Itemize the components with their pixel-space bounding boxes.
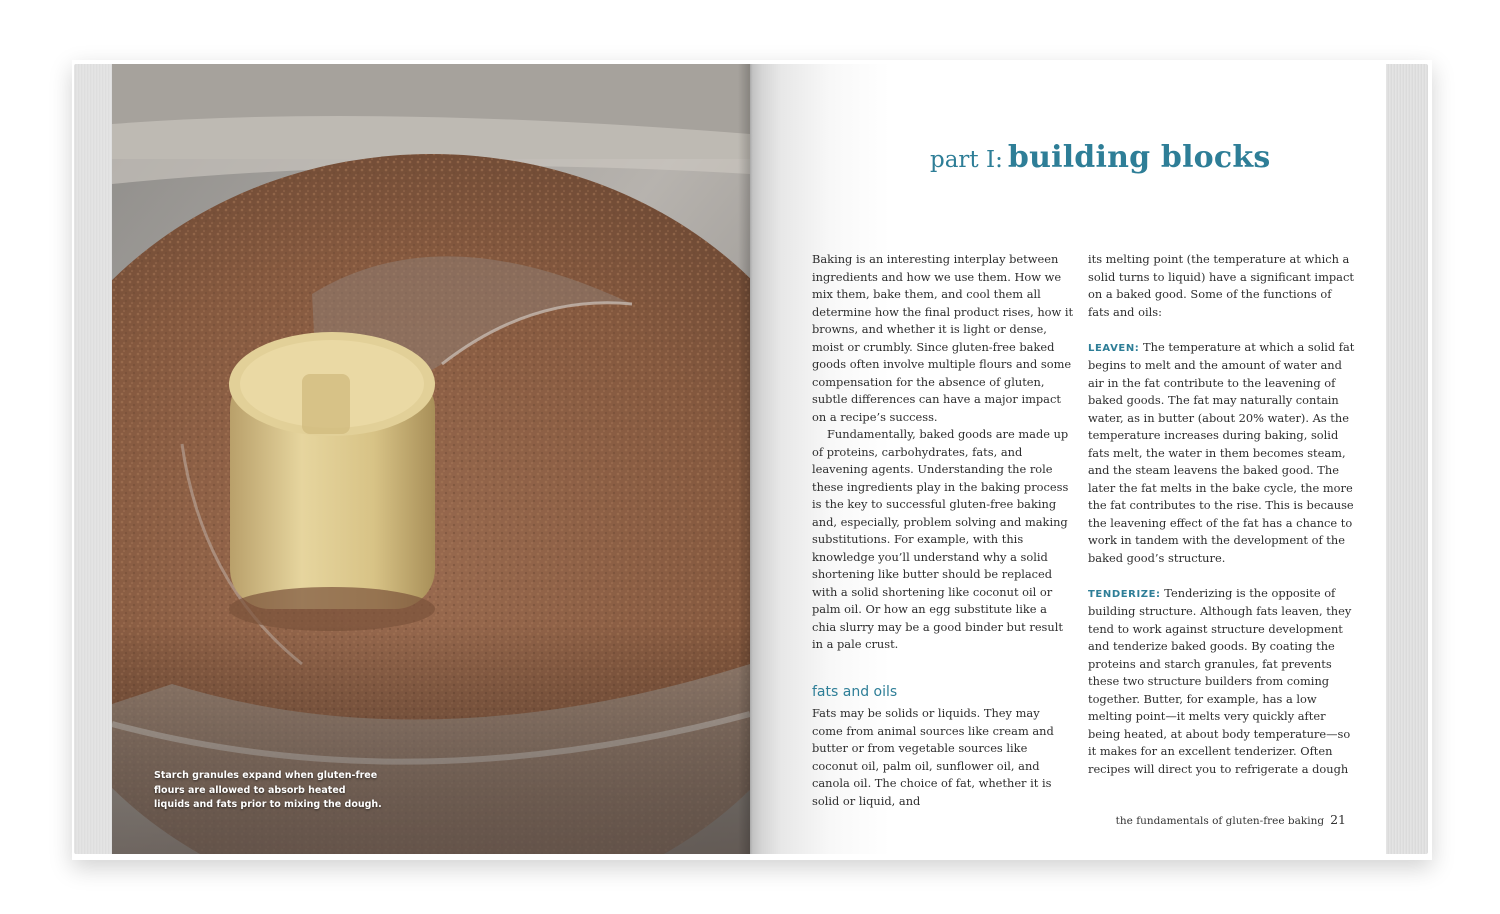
- tenderize-text: Tenderizing is the opposite of building structure. Although fats leaven, they tend to work against structure development and tenderize baked goods. By coating the proteins and starch granules, fat prevents these two structure builders from coming together. Butter, for example, has a low melting point—it melts very quickly after being heated, at about body temperature—so it makes for an excellent tenderizer. Often recipes will direct you to refrigerate a dough: [1088, 585, 1352, 776]
- photo-caption: Starch granules expand when gluten-free flours are allowed to absorb heated liquids and fats prior to mixing the dough.: [154, 770, 382, 810]
- page-number: 21: [1330, 812, 1346, 827]
- part-title: [930, 140, 1330, 175]
- part-label: part I:: [930, 147, 1003, 173]
- text-column-left: [812, 251, 1074, 810]
- running-footer: the fundamentals of gluten-free baking: [1115, 815, 1325, 827]
- section-heading-fats-and-oils: fats and oils: [812, 683, 898, 700]
- left-page: [112, 64, 750, 854]
- paragraph-tenderize: [1088, 585, 1356, 779]
- page-footer: [1116, 812, 1346, 827]
- text-column-right: [1088, 251, 1356, 778]
- page-edges-right: [1386, 64, 1428, 854]
- paragraph-intro: Baking is an interesting interplay between ingredients and how we use them. How we mix them, bake them, and cool them all determine how the final product rises, how it browns, and whether it is light or dense, moist or crumbly. Since gluten-free baked goods often involve multiple flours and some compensation for the absence of gluten, subtle differences can have a major impact on a recipe’s success.: [812, 252, 1074, 424]
- term-tenderize: TENDERIZE:: [1088, 588, 1161, 600]
- paragraph-leaven: [1088, 339, 1356, 568]
- term-leaven: LEAVEN:: [1088, 342, 1140, 354]
- page-edges-left: [74, 64, 114, 854]
- right-page: [750, 64, 1386, 854]
- part-name: building blocks: [1007, 140, 1271, 175]
- paragraph-fats: Fats may be solids or liquids. They may come from animal sources like cream and butter or from vegetable sources like coconut oil, palm oil, sunflower oil, and canola oil. The choice of fat, whether it is solid or liquid, and: [812, 706, 1054, 808]
- paragraph-melting-point: its melting point (the temperature at which a solid turns to liquid) have a significant impact on a baked good. Some of the functions of fats and oils:: [1088, 252, 1354, 319]
- paragraph-fundamentals: Fundamentally, baked goods are made up of proteins, carbohydrates, fats, and leavening agents. Understanding the role these ingredients play in the baking process is the key to successful gluten-free baking and, especially, problem solving and making substitutions. For example, with this knowledge you’ll understand why a solid shortening like butter should be replaced with a solid shortening like coconut oil or palm oil. Or how an egg substitute like a chia slurry may be a good binder but result in a pale crust.: [812, 427, 1069, 651]
- food-processor-photo-icon: [112, 64, 750, 854]
- leaven-text: The temperature at which a solid fat begins to melt and the amount of water and air in the fat contribute to the leavening of baked goods. The fat may naturally contain water, as in butter (about 20% water). As the temperature increases during baking, solid fats melt, the water in them becomes steam, and the steam leavens the baked good. The later the fat melts in the bake cycle, the more the fat contributes to the rise. This is because the leavening effect of the fat has a chance to work in tandem with the development of the baked good’s structure.: [1088, 339, 1355, 565]
